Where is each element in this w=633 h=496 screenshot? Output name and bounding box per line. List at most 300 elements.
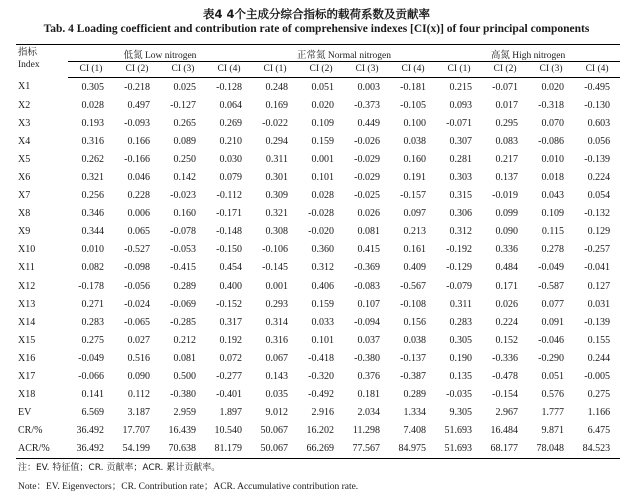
loading-coefficient-table <box>16 44 620 459</box>
group-header-high-nitrogen: 高氮 High nitrogen <box>436 45 620 62</box>
table-cell: -0.320 <box>308 371 335 383</box>
table-cell: 0.244 <box>587 352 611 364</box>
col-header: CI (3) <box>528 62 574 78</box>
table-cell: -0.192 <box>446 244 473 256</box>
row-label: X7 <box>18 190 31 202</box>
table-cell: 0.317 <box>219 316 243 328</box>
table-cell: 0.067 <box>265 352 289 364</box>
table-cell: 0.082 <box>81 262 104 274</box>
table-cell: 10.540 <box>214 425 243 437</box>
table-cell: 0.212 <box>173 334 196 346</box>
table-cell: 54.199 <box>114 440 160 459</box>
table-cell: -0.056 <box>124 280 150 292</box>
table-cell: 0.269 <box>219 117 243 129</box>
table-cell: -0.145 <box>262 262 289 274</box>
table-cell: 81.179 <box>206 440 252 459</box>
table-cell: -0.387 <box>400 371 427 383</box>
table-cell: -0.415 <box>170 262 196 274</box>
table-cell: -0.492 <box>308 389 335 401</box>
table-cell: -0.139 <box>584 153 611 165</box>
table-cell: 0.107 <box>357 298 381 310</box>
table-cell: 0.316 <box>81 135 104 147</box>
table-cell: 0.051 <box>541 371 565 383</box>
table-cell: 0.303 <box>449 172 473 184</box>
table-cell: 0.112 <box>127 389 150 401</box>
table-cell: -0.587 <box>538 280 565 292</box>
table-cell: 0.028 <box>81 99 104 111</box>
table-cell: 0.143 <box>265 371 289 383</box>
row-label: X18 <box>18 389 36 401</box>
table-cell: -0.380 <box>354 352 381 364</box>
table-cell: -0.418 <box>308 352 335 364</box>
table-cell: 0.026 <box>495 298 519 310</box>
row-label: X12 <box>18 280 36 292</box>
table-cell: -0.318 <box>538 99 565 111</box>
table-cell: -0.029 <box>354 172 381 184</box>
table-title-english: Tab. 4 Loading coefficient and contribution rate of comprehensive indexes [CI(x)] of four principal components <box>43 23 590 35</box>
table-cell: 78.048 <box>528 440 574 459</box>
table-cell: 0.101 <box>311 334 335 346</box>
table-cell: 1.897 <box>219 407 243 419</box>
table-cell: 0.043 <box>541 190 565 202</box>
table-cell: 0.003 <box>357 81 381 93</box>
table-row <box>16 96 620 114</box>
table-cell: 0.293 <box>265 298 289 310</box>
table-cell: 0.159 <box>311 135 335 147</box>
table-cell: -0.218 <box>124 81 150 93</box>
table-cell: 2.967 <box>495 407 519 419</box>
table-cell: 0.192 <box>219 334 243 346</box>
table-cell: 0.224 <box>587 172 611 184</box>
row-label: X15 <box>18 334 36 346</box>
table-cell: -0.181 <box>400 81 427 93</box>
table-cell: -0.373 <box>354 99 381 111</box>
table-cell: -0.093 <box>124 117 150 129</box>
table-cell: 0.077 <box>541 298 565 310</box>
table-cell: 0.312 <box>311 262 335 274</box>
table-cell: 0.406 <box>311 280 335 292</box>
index-label-en: Index <box>18 60 40 70</box>
table-cell: 0.193 <box>81 117 104 129</box>
table-cell: 0.051 <box>311 81 335 93</box>
table-cell: 0.376 <box>357 371 381 383</box>
table-cell: 0.081 <box>357 226 381 238</box>
row-label: X2 <box>18 99 31 111</box>
table-cell: -0.129 <box>446 262 473 274</box>
table-cell: 0.484 <box>495 262 519 274</box>
table-cell: 0.020 <box>311 99 335 111</box>
table-cell: 0.305 <box>81 81 104 93</box>
table-cell: 0.283 <box>81 316 104 328</box>
table-cell: 0.028 <box>311 190 335 202</box>
table-cell: 0.129 <box>587 226 611 238</box>
table-cell: 50.067 <box>252 440 298 459</box>
table-row <box>16 404 620 422</box>
table-cell: 0.135 <box>449 371 473 383</box>
table-cell: 0.109 <box>541 208 565 220</box>
table-cell: 0.171 <box>495 280 519 292</box>
row-label: X9 <box>18 226 31 238</box>
table-cell: 0.308 <box>265 226 289 238</box>
table-cell: 0.305 <box>449 334 473 346</box>
table-cell: 0.137 <box>495 172 519 184</box>
table-cell: 0.295 <box>495 117 519 129</box>
table-cell: -0.041 <box>584 262 611 274</box>
table-cell: 0.275 <box>81 334 104 346</box>
table-cell: 16.202 <box>306 425 335 437</box>
table-cell: 11.298 <box>352 425 381 437</box>
table-cell: 6.475 <box>587 425 611 437</box>
table-cell: 0.306 <box>449 208 473 220</box>
table-cell: 0.314 <box>265 316 289 328</box>
table-cell: 0.415 <box>357 244 381 256</box>
table-cell: 0.025 <box>173 81 196 93</box>
table-cell: 0.217 <box>495 153 519 165</box>
table-cell: 0.017 <box>495 99 519 111</box>
table-cell: 0.141 <box>81 389 104 401</box>
table-row <box>16 241 620 259</box>
table-cell: 50.067 <box>260 425 289 437</box>
row-label: X16 <box>18 352 36 364</box>
table-cell: -0.098 <box>124 262 150 274</box>
table-cell: 16.484 <box>490 425 519 437</box>
table-cell: -0.069 <box>170 298 196 310</box>
row-label: X11 <box>18 262 35 274</box>
table-row <box>16 368 620 386</box>
table-cell: 0.027 <box>127 334 150 346</box>
col-header: CI (4) <box>574 62 620 78</box>
table-row <box>16 313 620 331</box>
index-header <box>16 45 68 78</box>
table-cell: 0.038 <box>403 334 427 346</box>
table-cell: 16.439 <box>168 425 196 437</box>
group-header-normal-nitrogen: 正常氮 Normal nitrogen <box>252 45 436 62</box>
table-cell: 0.265 <box>173 117 196 129</box>
table-cell: 0.301 <box>265 172 289 184</box>
table-cell: -0.178 <box>78 280 104 292</box>
table-cell: -0.277 <box>216 371 243 383</box>
table-cell: -0.028 <box>308 208 335 220</box>
table-cell: 0.127 <box>587 280 611 292</box>
col-header: CI (2) <box>114 62 160 78</box>
table-cell: 0.160 <box>403 153 427 165</box>
table-cell: 9.871 <box>541 425 565 437</box>
header-row-groups <box>16 45 620 62</box>
table-cell: 0.213 <box>403 226 427 238</box>
table-cell: 0.307 <box>449 135 473 147</box>
table-cell: 0.064 <box>219 99 243 111</box>
col-header: CI (1) <box>252 62 298 78</box>
table-cell: -0.157 <box>400 190 427 202</box>
table-cell: 0.321 <box>81 172 104 184</box>
table-cell: 0.091 <box>541 316 565 328</box>
table-cell: -0.401 <box>216 389 243 401</box>
table-cell: 0.046 <box>127 172 150 184</box>
table-cell: 0.093 <box>449 99 473 111</box>
table-cell: 0.006 <box>127 208 150 220</box>
table-cell: 0.030 <box>219 153 243 165</box>
table-cell: -0.086 <box>538 135 565 147</box>
table-cell: 9.305 <box>449 407 473 419</box>
table-cell: 0.576 <box>541 389 565 401</box>
table-cell: 0.056 <box>587 135 611 147</box>
table-cell: 0.033 <box>311 316 335 328</box>
table-cell: 0.090 <box>127 371 150 383</box>
row-label: X3 <box>18 117 31 129</box>
table-cell: 0.315 <box>449 190 473 202</box>
table-cell: 0.344 <box>81 226 104 238</box>
table-cell: -0.148 <box>216 226 243 238</box>
table-cell: 51.693 <box>436 440 482 459</box>
table-cell: -0.112 <box>216 190 243 202</box>
row-label: ACR/% <box>16 440 68 459</box>
group-header-low-nitrogen: 低氮 Low nitrogen <box>68 45 252 62</box>
table-cell: -0.369 <box>354 262 381 274</box>
col-header: CI (3) <box>160 62 206 78</box>
table-row <box>16 150 620 168</box>
table-cell: 9.012 <box>265 407 289 419</box>
table-cell: 0.190 <box>449 352 473 364</box>
table-row <box>16 277 620 295</box>
table-cell: -0.106 <box>262 244 289 256</box>
table-cell: -0.024 <box>124 298 150 310</box>
table-cell: -0.105 <box>400 99 427 111</box>
table-cell: 0.072 <box>219 352 243 364</box>
table-cell: 0.454 <box>219 262 243 274</box>
table-cell: 1.334 <box>403 407 427 419</box>
table-cell: -0.022 <box>262 117 289 129</box>
table-cell: 0.031 <box>587 298 611 310</box>
table-cell: -0.049 <box>78 352 104 364</box>
table-cell: -0.166 <box>124 153 150 165</box>
table-cell: 66.269 <box>298 440 344 459</box>
table-row <box>16 132 620 150</box>
table-cell: -0.527 <box>124 244 150 256</box>
table-cell: 0.010 <box>81 244 104 256</box>
table-cell: 0.081 <box>173 352 196 364</box>
table-cell: 0.169 <box>265 99 289 111</box>
table-cell: 0.156 <box>403 316 427 328</box>
table-row <box>16 259 620 277</box>
table-cell: -0.567 <box>400 280 427 292</box>
table-cell: 0.516 <box>127 352 150 364</box>
table-cell: 0.100 <box>403 117 427 129</box>
table-cell: 2.916 <box>311 407 335 419</box>
table-cell: 0.020 <box>541 81 565 93</box>
table-cell: -0.132 <box>584 208 611 220</box>
table-cell: 0.400 <box>219 280 243 292</box>
table-cell: -0.019 <box>492 190 519 202</box>
table-cell: 0.001 <box>311 153 335 165</box>
table-cell: 0.283 <box>449 316 473 328</box>
table-row <box>16 331 620 349</box>
table-row <box>16 114 620 132</box>
table-cell: 0.311 <box>265 153 289 165</box>
table-cell: -0.065 <box>124 316 150 328</box>
table-cell: 0.109 <box>311 117 335 129</box>
table-cell: 2.034 <box>357 407 381 419</box>
table-cell: -0.137 <box>400 352 427 364</box>
table-cell: 0.099 <box>495 208 519 220</box>
table-cell: 0.224 <box>495 316 519 328</box>
table-cell: 0.054 <box>587 190 611 202</box>
table-cell: 0.409 <box>403 262 427 274</box>
row-label: X4 <box>18 135 31 147</box>
row-label: X10 <box>18 244 36 256</box>
table-cell: 17.707 <box>122 425 150 437</box>
table-cell: -0.094 <box>354 316 381 328</box>
table-cell: -0.154 <box>492 389 519 401</box>
table-cell: -0.026 <box>354 135 381 147</box>
table-cell: 0.294 <box>265 135 289 147</box>
table-cell: 0.309 <box>265 190 289 202</box>
table-cell: 0.271 <box>81 298 104 310</box>
table-cell: -0.380 <box>170 389 196 401</box>
table-cell: 0.070 <box>541 117 565 129</box>
table-cell: -0.290 <box>538 352 565 364</box>
table-cell: 0.248 <box>265 81 289 93</box>
row-label: X17 <box>18 371 36 383</box>
table-cell: 0.152 <box>495 334 519 346</box>
table-cell: 68.177 <box>482 440 528 459</box>
col-header: CI (2) <box>482 62 528 78</box>
row-label: CR/% <box>18 425 43 437</box>
table-cell: 0.035 <box>265 389 289 401</box>
table-cell: 0.089 <box>173 135 196 147</box>
table-row <box>16 187 620 205</box>
index-label-cn: 指标 <box>18 47 38 58</box>
table-cell: 0.159 <box>311 298 335 310</box>
table-cell: 0.115 <box>541 226 565 238</box>
table-cell: -0.049 <box>538 262 565 274</box>
table-cell: -0.128 <box>216 81 243 93</box>
table-cell: -0.171 <box>216 208 243 220</box>
table-cell: -0.025 <box>354 190 381 202</box>
table-cell: 0.250 <box>173 153 196 165</box>
table-cell: 0.210 <box>219 135 243 147</box>
table-cell: 0.037 <box>357 334 381 346</box>
table-cell: 0.497 <box>127 99 150 111</box>
table-cell: -0.152 <box>216 298 243 310</box>
table-cell: 0.191 <box>403 172 427 184</box>
table-cell: 0.001 <box>265 280 289 292</box>
table-cell: 0.038 <box>403 135 427 147</box>
note-english: Note：EV. Eigenvectors；CR. Contribution rate；ACR. Accumulative contribution rate. <box>18 482 359 492</box>
table-cell: -0.083 <box>354 280 381 292</box>
table-cell: 0.090 <box>495 226 519 238</box>
table-cell: 0.018 <box>541 172 565 184</box>
table-cell: 0.010 <box>541 153 565 165</box>
col-header: CI (3) <box>344 62 390 78</box>
table-cell: -0.130 <box>584 99 611 111</box>
col-header: CI (1) <box>436 62 482 78</box>
table-cell: 0.155 <box>587 334 611 346</box>
row-label: X5 <box>18 153 31 165</box>
table-cell: -0.071 <box>446 117 473 129</box>
col-header: CI (2) <box>298 62 344 78</box>
table-cell: 0.311 <box>449 298 473 310</box>
table-cell: 0.449 <box>357 117 381 129</box>
table-cell: 36.492 <box>76 425 104 437</box>
table-cell: -0.108 <box>400 298 427 310</box>
table-cell: 0.160 <box>173 208 196 220</box>
table-cell: 0.065 <box>127 226 150 238</box>
table-cell: 0.181 <box>357 389 381 401</box>
table-cell: 0.321 <box>265 208 289 220</box>
table-cell: 0.316 <box>265 334 289 346</box>
table-cell: 0.289 <box>403 389 427 401</box>
table-cell: 0.161 <box>403 244 427 256</box>
table-cell: -0.478 <box>492 371 519 383</box>
table-cell: 0.097 <box>403 208 427 220</box>
table-row <box>16 205 620 223</box>
table-cell: 77.567 <box>344 440 390 459</box>
table-cell: 0.603 <box>587 117 611 129</box>
table-cell: -0.071 <box>492 81 519 93</box>
table-cell: -0.066 <box>78 371 104 383</box>
table-cell: 3.187 <box>127 407 150 419</box>
table-cell: 0.312 <box>449 226 473 238</box>
table-cell: 0.166 <box>127 135 150 147</box>
table-cell: 7.408 <box>403 425 427 437</box>
table-cell: 0.262 <box>81 153 104 165</box>
table-cell: -0.127 <box>170 99 196 111</box>
table-cell: -0.495 <box>584 81 611 93</box>
col-header: CI (4) <box>206 62 252 78</box>
table-cell: 36.492 <box>68 440 114 459</box>
table-cell: 0.278 <box>541 244 565 256</box>
table-cell: 0.101 <box>311 172 335 184</box>
table-cell: -0.078 <box>170 226 196 238</box>
row-label: X6 <box>18 172 31 184</box>
table-cell: -0.035 <box>446 389 473 401</box>
table-cell: 0.142 <box>173 172 196 184</box>
table-cell: -0.079 <box>446 280 473 292</box>
table-cell: 0.500 <box>173 371 196 383</box>
table-cell: -0.257 <box>584 244 611 256</box>
table-cell: 0.289 <box>173 280 196 292</box>
table-cell: 70.638 <box>160 440 206 459</box>
table-cell: 0.079 <box>219 172 243 184</box>
table-cell: 0.228 <box>127 190 150 202</box>
table-cell: 2.959 <box>173 407 196 419</box>
table-cell: 84.523 <box>574 440 620 459</box>
col-header: CI (4) <box>390 62 436 78</box>
table-cell: 1.166 <box>587 407 611 419</box>
table-cell: 6.569 <box>81 407 104 419</box>
table-cell: 0.281 <box>449 153 473 165</box>
table-cell: 0.083 <box>495 135 519 147</box>
table-cell: -0.139 <box>584 316 611 328</box>
table-cell: 0.346 <box>81 208 104 220</box>
table-body <box>16 78 620 459</box>
table-title-chinese: 表4 4个主成分综合指标的载荷系数及贡献率 <box>202 7 430 21</box>
table-cell: 1.777 <box>541 407 565 419</box>
table-row <box>16 78 620 97</box>
table-cell: 0.275 <box>587 389 611 401</box>
table-cell: -0.285 <box>170 316 196 328</box>
table-cell: -0.005 <box>584 371 611 383</box>
table-cell: 84.975 <box>390 440 436 459</box>
row-label: X1 <box>18 81 31 93</box>
table-row <box>16 422 620 440</box>
note-chinese: 注：EV. 特征值；CR. 贡献率；ACR. 累计贡献率。 <box>18 463 221 473</box>
table-row <box>16 440 620 459</box>
row-label: X13 <box>18 298 36 310</box>
table-row <box>16 168 620 186</box>
table-cell: -0.029 <box>354 153 381 165</box>
table-cell: 51.693 <box>444 425 473 437</box>
